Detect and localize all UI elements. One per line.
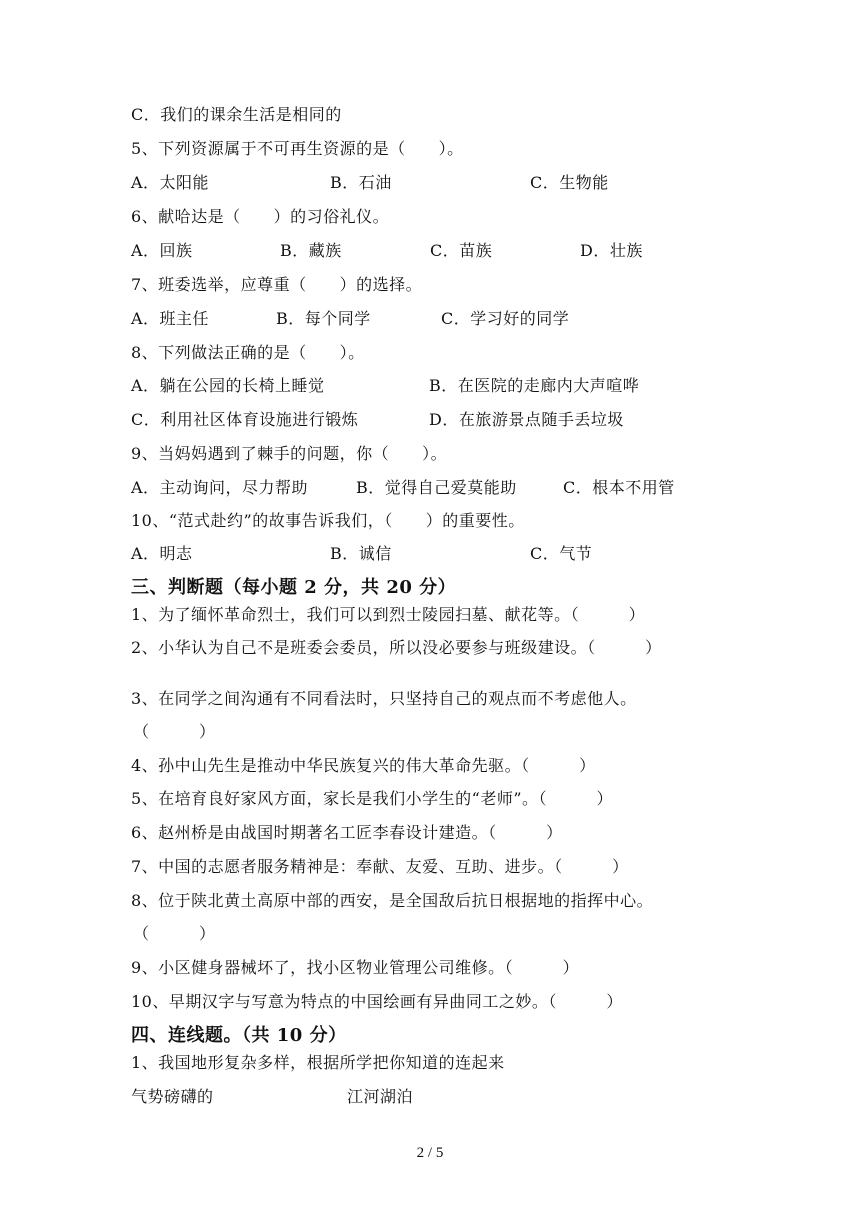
option-c: C．气节 bbox=[530, 544, 593, 563]
question-8: 8、下列做法正确的是（ ）。 bbox=[131, 343, 365, 362]
section-3-title: 三、判断题（每小题 2 分，共 20 分） bbox=[131, 577, 457, 598]
option-c: C．利用社区体育设施进行锻炼 bbox=[131, 410, 359, 429]
option-c: C．根本不用管 bbox=[563, 478, 675, 497]
option-a: A．回族 bbox=[131, 241, 193, 260]
option-d: D．在旅游景点随手丢垃圾 bbox=[429, 410, 624, 429]
judge-item-9: 9、小区健身器械坏了，找小区物业管理公司维修。（ ） bbox=[131, 958, 580, 977]
question-10: 10、“范式赴约”的故事告诉我们，（ ）的重要性。 bbox=[131, 511, 525, 530]
option-line: C．我们的课余生活是相同的 bbox=[131, 105, 342, 124]
option-d: D．壮族 bbox=[580, 241, 643, 260]
judge-item-8-blank: （ ） bbox=[133, 924, 216, 943]
match-left-item: 气势磅礴的 bbox=[131, 1087, 214, 1106]
option-b: B．石油 bbox=[330, 173, 392, 192]
option-a: A．班主任 bbox=[131, 309, 210, 328]
option-c: C．生物能 bbox=[530, 173, 609, 192]
question-9: 9、当妈妈遇到了棘手的问题，你（ ）。 bbox=[131, 444, 448, 463]
judge-item-5: 5、在培育良好家风方面，家长是我们小学生的“老师”。（ ） bbox=[131, 789, 614, 808]
match-right-item: 江河湖泊 bbox=[347, 1087, 414, 1106]
option-c: C．苗族 bbox=[430, 241, 493, 260]
option-b: B．诚信 bbox=[330, 544, 392, 563]
option-a: A．太阳能 bbox=[131, 173, 210, 192]
option-a: A．主动询问，尽力帮助 bbox=[131, 478, 309, 497]
judge-item-3-blank: （ ） bbox=[133, 722, 216, 741]
judge-item-3: 3、在同学之间沟通有不同看法时，只坚持自己的观点而不考虑他人。 bbox=[131, 689, 637, 708]
option-b: B．在医院的走廊内大声喧哗 bbox=[429, 376, 640, 395]
section-4-title: 四、连线题。（共 10 分） bbox=[131, 1025, 347, 1046]
match-question-1: 1、我国地形复杂多样，根据所学把你知道的连起来 bbox=[131, 1053, 505, 1072]
option-c: C．学习好的同学 bbox=[441, 309, 570, 328]
option-a: A．躺在公园的长椅上睡觉 bbox=[131, 376, 325, 395]
question-7: 7、班委选举，应尊重（ ）的选择。 bbox=[131, 275, 423, 294]
question-5: 5、下列资源属于不可再生资源的是（ ）。 bbox=[131, 139, 464, 158]
option-b: B．每个同学 bbox=[276, 309, 371, 328]
judge-item-6: 6、赵州桥是由战国时期著名工匠李春设计建造。（ ） bbox=[131, 823, 563, 842]
option-b: B．觉得自己爱莫能助 bbox=[356, 478, 517, 497]
judge-item-2: 2、小华认为自己不是班委会委员，所以没必要参与班级建设。（ ） bbox=[131, 638, 662, 657]
judge-item-7: 7、中国的志愿者服务精神是：奉献、友爱、互助、进步。（ ） bbox=[131, 857, 629, 876]
option-a: A．明志 bbox=[131, 544, 193, 563]
page-number: 2 / 5 bbox=[416, 1145, 444, 1161]
judge-item-8: 8、位于陕北黄土高原中部的西安，是全国敌后抗日根据地的指挥中心。 bbox=[131, 891, 654, 910]
judge-item-4: 4、孙中山先生是推动中华民族复兴的伟大革命先驱。（ ） bbox=[131, 756, 596, 775]
question-6: 6、献哈达是（ ）的习俗礼仪。 bbox=[131, 207, 390, 226]
judge-item-1: 1、为了缅怀革命烈士，我们可以到烈士陵园扫墓、献花等。（ ） bbox=[131, 605, 646, 624]
option-b: B．藏族 bbox=[280, 241, 342, 260]
judge-item-10: 10、早期汉字与写意为特点的中国绘画有异曲同工之妙。（ ） bbox=[131, 992, 623, 1011]
